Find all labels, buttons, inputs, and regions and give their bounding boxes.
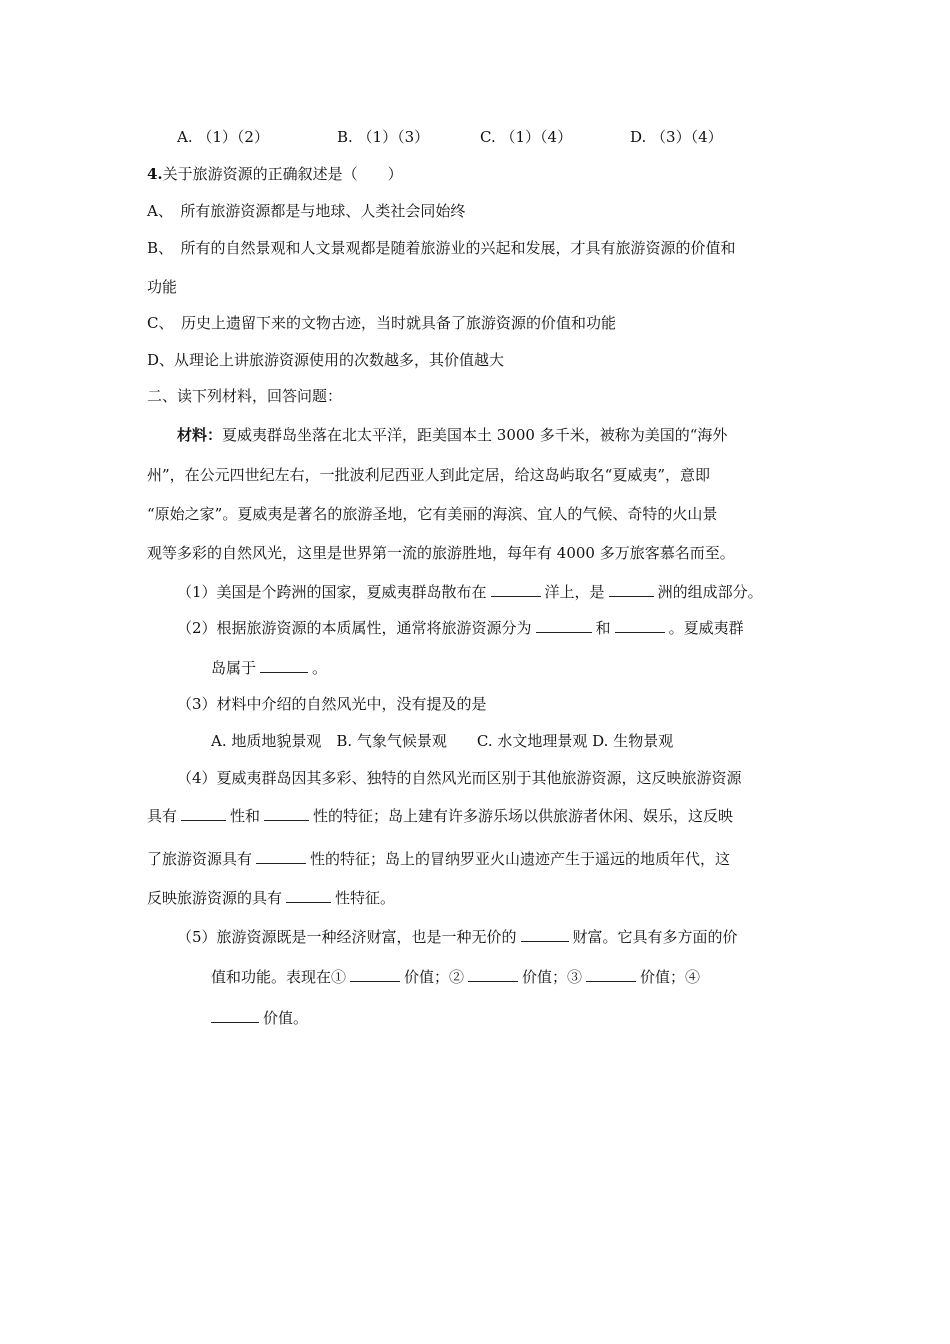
- answer-blank[interactable]: [521, 927, 569, 942]
- option-b: B. （1）（3）: [337, 128, 430, 146]
- answer-blank[interactable]: [586, 967, 636, 982]
- sub-question-5-line-3: 价值。: [211, 1008, 308, 1028]
- sub-question-1: （1）美国是个跨洲的国家，夏威夷群岛散布在 洋上，是 洲的组成部分。: [177, 583, 763, 601]
- sub-question-2-cont: 岛属于 。: [211, 659, 328, 677]
- material-line-4: 观等多彩的自然风光，这里是世界第一流的旅游胜地，每年有 4000 多万旅客慕名而至。: [147, 544, 735, 562]
- question-4-option-c: C、 历史上遗留下来的文物古迹，当时就具备了旅游资源的价值和功能: [147, 314, 616, 332]
- sub-question-4: （4）夏威夷群岛因其多彩、独特的自然风光而区别于其他旅游资源，这反映旅游资源: [177, 769, 742, 787]
- answer-blank[interactable]: [211, 1008, 259, 1023]
- answer-blank[interactable]: [256, 849, 306, 864]
- answer-blank[interactable]: [264, 806, 309, 821]
- answer-blank[interactable]: [181, 806, 226, 821]
- answer-blank[interactable]: [536, 618, 592, 633]
- sub-question-5: （5）旅游资源既是一种经济财富，也是一种无价的 财富。它具有多方面的价: [177, 928, 738, 946]
- sub-question-4-line-3: 了旅游资源具有 性的特征；岛上的冒纳罗亚火山遗迹产生于遥远的地质年代，这: [147, 850, 731, 868]
- sub-question-5-line-2: 值和功能。表现在① 价值；② 价值；③ 价值；④: [211, 968, 701, 986]
- sub-question-3-options: A. 地质地貌景观 B. 气象气候景观 C. 水文地理景观 D. 生物景观: [211, 732, 674, 750]
- question-4-stem: 4.关于旅游资源的正确叙述是（ ）: [147, 165, 403, 183]
- question-4-option-b: B、 所有的自然景观和人文景观都是随着旅游业的兴起和发展，才具有旅游资源的价值和: [147, 239, 736, 257]
- material-line-2: 州”，在公元四世纪左右，一批波利尼西亚人到此定居，给这岛屿取名“夏威夷”，意即: [147, 466, 711, 484]
- answer-blank[interactable]: [260, 658, 308, 673]
- material-line-1: 材料：夏威夷群岛坐落在北太平洋，距美国本土 3000 多千米，被称为美国的“海外: [177, 426, 728, 444]
- question-4-option-a: A、 所有旅游资源都是与地球、人类社会同始终: [147, 202, 466, 220]
- option-c: C. （1）（4）: [480, 128, 573, 146]
- answer-blank[interactable]: [350, 967, 400, 982]
- sub-question-4-line-2: 具有 性和 性的特征；岛上建有许多游乐场以供旅游者休闲、娱乐，这反映: [147, 807, 734, 825]
- answer-blank[interactable]: [491, 582, 541, 597]
- question-number: 4.: [147, 165, 163, 183]
- sub-question-2: （2）根据旅游资源的本质属性，通常将旅游资源分为 和 。夏威夷群: [177, 619, 744, 637]
- question-4-option-d: D、从理论上讲旅游资源使用的次数越多，其价值越大: [147, 351, 505, 369]
- sub-question-3: （3）材料中介绍的自然风光中，没有提及的是: [177, 695, 487, 713]
- answer-blank[interactable]: [615, 618, 665, 633]
- option-a: A. （1）（2）: [177, 128, 269, 146]
- section-heading: 二、读下列材料，回答问题：: [147, 387, 343, 405]
- answer-blank[interactable]: [286, 888, 331, 903]
- answer-blank[interactable]: [468, 967, 518, 982]
- question-4-option-b-cont: 功能: [147, 278, 178, 296]
- material-label: 材料：: [177, 426, 223, 444]
- option-d: D. （3）（4）: [630, 128, 723, 146]
- material-line-3: “原始之家”。夏威夷是著名的旅游圣地，它有美丽的海滨、宜人的气候、奇特的火山景: [147, 505, 718, 523]
- sub-question-4-line-4: 反映旅游资源的具有 性特征。: [147, 889, 396, 907]
- answer-blank[interactable]: [609, 582, 654, 597]
